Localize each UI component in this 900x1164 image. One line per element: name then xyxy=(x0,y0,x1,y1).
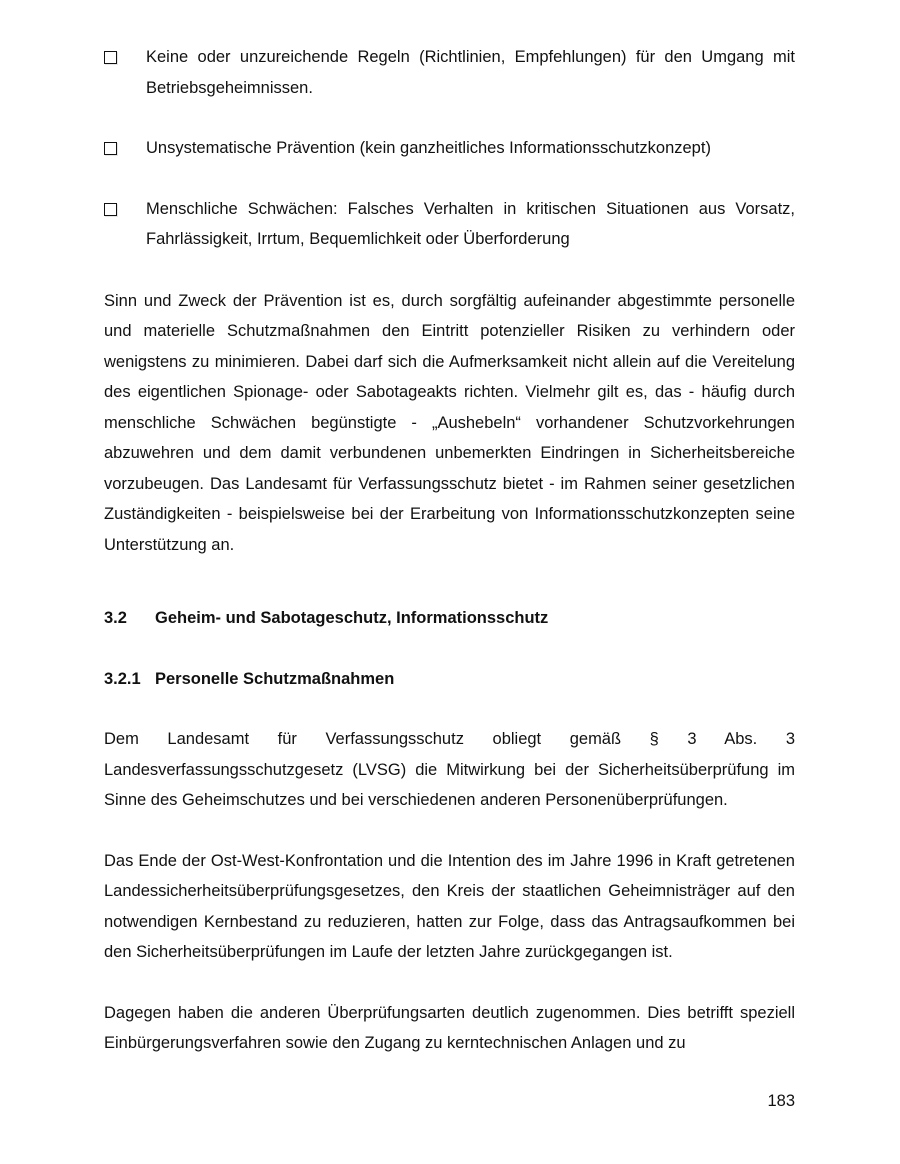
section-number: 3.2 xyxy=(104,609,127,627)
bullet-item xyxy=(104,42,795,103)
square-bullet-icon xyxy=(104,203,117,216)
paragraph-praevention: Sinn und Zweck der Prävention ist es, durch sorgfältig aufeinander abgestimmte personelle und materielle Schutzmaßnahmen den Eintritt potenzieller Risiken zu verhindern oder wenigstens zu minimieren. Dabei darf sich die Aufmerksamkeit nicht allein auf die Vereitelung des eigentlichen Spionage- oder Sabotageakts richten. Vielmehr gilt es, das - häufig durch menschliche Schwächen begünstigte - „Aushebeln“ vorhandener Schutzvorkehrungen abzuwehren und dem damit verbundenen unbemerkten Eindringen in Sicherheitsbereiche vorzubeugen. Das Landesamt für Verfassungsschutz bietet - im Rahmen seiner gesetzlichen Zuständigkeiten - beispielsweise bei der Erarbeitung von Informationsschutzkonzepten seine Unterstützung an. xyxy=(104,291,795,554)
paragraph-ost-west: Das Ende der Ost-West-Konfrontation und die Intention des im Jahre 1996 in Kraft getretenen Landessicherheitsüberprüfungsgesetzes, den Kreis der staatlichen Geheimnisträger auf den notwendigen Kernbestand zu reduzieren, hatten zur Folge, dass das Antragsaufkommen bei den Sicherheitsüberprüfungen im Laufe der letzten Jahre zurückgegangen ist. xyxy=(104,851,795,961)
square-bullet-icon xyxy=(104,51,117,64)
paragraph-lvsg: Dem Landesamt für Verfassungsschutz obliegt gemäß § 3 Abs. 3 Landesverfassungsschutzgesetz (LVSG) die Mitwirkung bei der Sicherheitsüberprüfung im Sinne des Geheimschutzes und bei verschiedenen anderen Personenüberprüfungen. xyxy=(104,730,795,809)
bullet-list xyxy=(104,42,795,255)
bullet-text: Unsystematische Prävention (kein ganzheitliches Informationsschutzkonzept) xyxy=(146,139,711,157)
bullet-item xyxy=(104,194,795,255)
page-number: 183 xyxy=(767,1091,795,1110)
subsection-number: 3.2.1 xyxy=(104,669,141,688)
section-title: Geheim- und Sabotageschutz, Informationsschutz xyxy=(155,609,549,627)
bullet-text: Keine oder unzureichende Regeln (Richtlinien, Empfehlungen) für den Umgang mit Betriebsgeheimnissen. xyxy=(146,48,795,97)
paragraph-dagegen: Dagegen haben die anderen Überprüfungsarten deutlich zugenommen. Dies betrifft speziell Einbürgerungsverfahren sowie den Zugang zu kerntechnischen Anlagen und zu xyxy=(104,1003,795,1052)
square-bullet-icon xyxy=(104,142,117,155)
subsection-heading-3-2-1 xyxy=(104,664,795,695)
bullet-text: Menschliche Schwächen: Falsches Verhalten in kritischen Situationen aus Vorsatz, Fahrlässigkeit, Irrtum, Bequemlichkeit oder Überforderung xyxy=(146,199,795,248)
section-heading-3-2 xyxy=(104,603,795,634)
bullet-item xyxy=(104,133,795,164)
subsection-title: Personelle Schutzmaßnahmen xyxy=(155,669,395,688)
